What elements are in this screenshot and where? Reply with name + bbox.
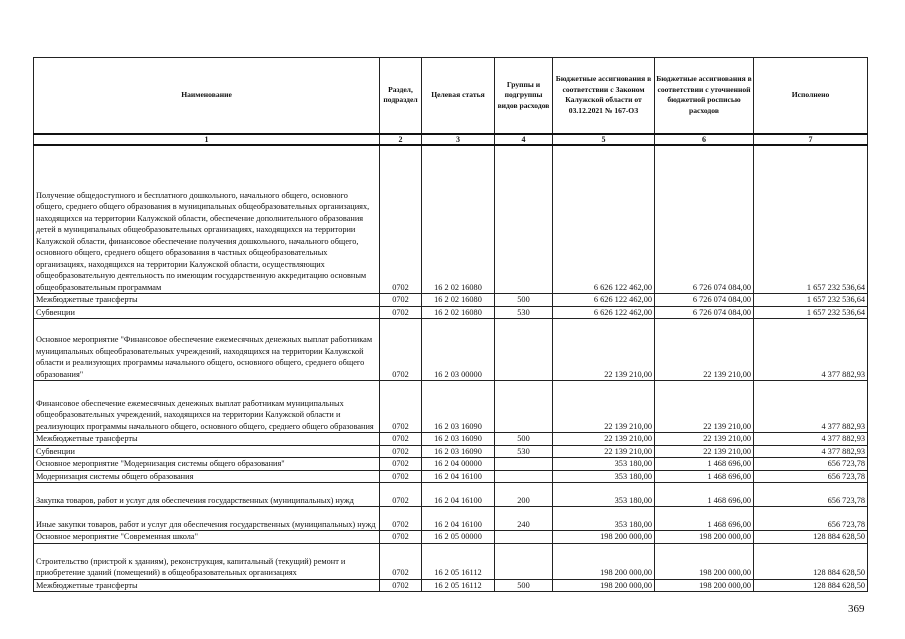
table-row [34,543,868,579]
row-budget-revised: 1 468 696,00 [655,470,754,483]
row-target: 16 2 05 16112 [422,543,495,579]
row-name: Межбюджетные трансферты [34,294,380,307]
row-budget-law: 353 180,00 [553,458,655,471]
header-target: Целевая статья [422,58,495,134]
row-budget-revised: 22 139 210,00 [655,381,754,433]
header-col7: Исполнено [754,58,868,134]
table-row [34,433,868,446]
row-budget-law: 198 200 000,00 [553,579,655,592]
row-budget-revised: 198 200 000,00 [655,543,754,579]
row-section: 0702 [380,306,422,319]
row-group: 500 [495,433,553,446]
row-section: 0702 [380,507,422,531]
row-budget-revised: 6 726 074 084,00 [655,294,754,307]
row-budget-revised: 22 139 210,00 [655,433,754,446]
row-section: 0702 [380,433,422,446]
row-budget-law: 353 180,00 [553,470,655,483]
row-name: Модернизация системы общего образования [34,470,380,483]
table-row [34,294,868,307]
row-budget-revised: 1 468 696,00 [655,483,754,507]
row-budget-law: 353 180,00 [553,483,655,507]
col-number: 2 [380,134,422,145]
row-budget-law: 22 139 210,00 [553,381,655,433]
table-header-row [34,58,868,134]
row-name: Субвенции [34,445,380,458]
row-name: Иные закупки товаров, работ и услуг для обеспечения государственных (муниципальных) нужд [34,507,380,531]
row-budget-revised: 198 200 000,00 [655,531,754,544]
row-target: 16 2 04 16100 [422,507,495,531]
row-name: Получение общедоступного и бесплатного дошкольного, начального общего, основного общего, среднего общего образования в муниципальных общеобразовательных организациях, находящихся на территории Калужской области, обеспечение дополнительного образования детей в муниципальных общеобразовательных организациях, находящихся на территории Калужской области, финансовое обеспечение получения дошкольного, начального общего, основного общего, среднего общего образования в частных общеобразовательных организациях, находящихся на территории Калужской области, осуществляющих общеобразовательную деятельность по имеющим государственную аккредитацию основным общеобразовательным программам [34,145,380,294]
row-executed: 128 884 628,50 [754,531,868,544]
header-section: Раздел, подраздел [380,58,422,134]
table-row [34,531,868,544]
row-budget-law: 353 180,00 [553,507,655,531]
row-group [495,531,553,544]
row-group: 530 [495,306,553,319]
row-budget-law: 6 626 122 462,00 [553,145,655,294]
row-group [495,543,553,579]
row-executed: 128 884 628,50 [754,579,868,592]
row-group [495,145,553,294]
table-row [34,306,868,319]
row-section: 0702 [380,579,422,592]
row-target: 16 2 03 00000 [422,319,495,381]
table-row [34,145,868,294]
page-number: 369 [848,603,865,615]
row-section: 0702 [380,381,422,433]
row-executed: 656 723,78 [754,458,868,471]
table-row [34,507,868,531]
col-number: 7 [754,134,868,145]
row-executed: 4 377 882,93 [754,319,868,381]
row-budget-revised: 1 468 696,00 [655,507,754,531]
row-name: Строительство (пристрой к зданиям), реконструкция, капитальный (текущий) ремонт и приобретение зданий (помещений) в общеобразовательных организациях [34,543,380,579]
row-budget-law: 6 626 122 462,00 [553,294,655,307]
header-name: Наименование [34,58,380,134]
row-name: Межбюджетные трансферты [34,579,380,592]
row-executed: 1 657 232 536,64 [754,306,868,319]
row-executed: 128 884 628,50 [754,543,868,579]
header-groups: Группы и подгруппы видов расходов [495,58,553,134]
row-group: 500 [495,579,553,592]
table-row [34,579,868,592]
row-group: 530 [495,445,553,458]
row-name: Финансовое обеспечение ежемесячных денежных выплат работникам муниципальных общеобразовательных учреждений, находящихся на территории Калужской области и реализующих программы начального общего, основного общего, среднего общего образования [34,381,380,433]
row-target: 16 2 03 16090 [422,381,495,433]
row-budget-revised: 1 468 696,00 [655,458,754,471]
row-group: 240 [495,507,553,531]
row-budget-law: 22 139 210,00 [553,445,655,458]
row-target: 16 2 02 16080 [422,306,495,319]
row-group [495,470,553,483]
table-row [34,458,868,471]
row-executed: 4 377 882,93 [754,433,868,446]
col-number: 1 [34,134,380,145]
row-section: 0702 [380,458,422,471]
row-section: 0702 [380,531,422,544]
row-target: 16 2 04 16100 [422,483,495,507]
row-group [495,458,553,471]
row-executed: 4 377 882,93 [754,381,868,433]
row-group [495,381,553,433]
row-name: Межбюджетные трансферты [34,433,380,446]
row-section: 0702 [380,294,422,307]
col-number: 5 [553,134,655,145]
row-section: 0702 [380,483,422,507]
row-section: 0702 [380,319,422,381]
row-section: 0702 [380,543,422,579]
table-row [34,483,868,507]
row-target: 16 2 05 00000 [422,531,495,544]
row-name: Основное мероприятие "Финансовое обеспечение ежемесячных денежных выплат работникам муниципальных общеобразовательных учреждений, находящихся на территории Калужской области и реализующих программы начального общего, основного общего, среднего общего образования" [34,319,380,381]
row-budget-law: 22 139 210,00 [553,319,655,381]
row-name: Основное мероприятие "Модернизация системы общего образования" [34,458,380,471]
row-target: 16 2 03 16090 [422,433,495,446]
row-group: 500 [495,294,553,307]
row-executed: 4 377 882,93 [754,445,868,458]
row-section: 0702 [380,445,422,458]
row-executed: 656 723,78 [754,507,868,531]
row-target: 16 2 04 16100 [422,470,495,483]
row-group [495,319,553,381]
row-target: 16 2 05 16112 [422,579,495,592]
row-target: 16 2 02 16080 [422,294,495,307]
row-target: 16 2 02 16080 [422,145,495,294]
col-number: 6 [655,134,754,145]
table-row [34,319,868,381]
row-budget-law: 198 200 000,00 [553,543,655,579]
row-executed: 1 657 232 536,64 [754,294,868,307]
row-section: 0702 [380,145,422,294]
row-executed: 656 723,78 [754,470,868,483]
row-executed: 1 657 232 536,64 [754,145,868,294]
table-row [34,445,868,458]
row-name: Субвенции [34,306,380,319]
row-budget-revised: 198 200 000,00 [655,579,754,592]
row-target: 16 2 04 00000 [422,458,495,471]
column-number-row [34,134,868,145]
table-row [34,470,868,483]
row-budget-revised: 6 726 074 084,00 [655,145,754,294]
row-target: 16 2 03 16090 [422,445,495,458]
header-col5: Бюджетные ассигнования в соответствии с Законом Калужской области от 03.12.2021 № 167-ОЗ [553,58,655,134]
row-section: 0702 [380,470,422,483]
col-number: 4 [495,134,553,145]
row-budget-law: 22 139 210,00 [553,433,655,446]
table-row [34,381,868,433]
col-number: 3 [422,134,495,145]
row-name: Основное мероприятие "Современная школа" [34,531,380,544]
row-budget-revised: 22 139 210,00 [655,445,754,458]
row-budget-law: 6 626 122 462,00 [553,306,655,319]
row-budget-law: 198 200 000,00 [553,531,655,544]
budget-table [33,57,868,592]
row-executed: 656 723,78 [754,483,868,507]
row-budget-revised: 6 726 074 084,00 [655,306,754,319]
row-group: 200 [495,483,553,507]
row-budget-revised: 22 139 210,00 [655,319,754,381]
header-col6: Бюджетные ассигнования в соответствии с уточненной бюджетной росписью расходов [655,58,754,134]
row-name: Закупка товаров, работ и услуг для обеспечения государственных (муниципальных) нужд [34,483,380,507]
